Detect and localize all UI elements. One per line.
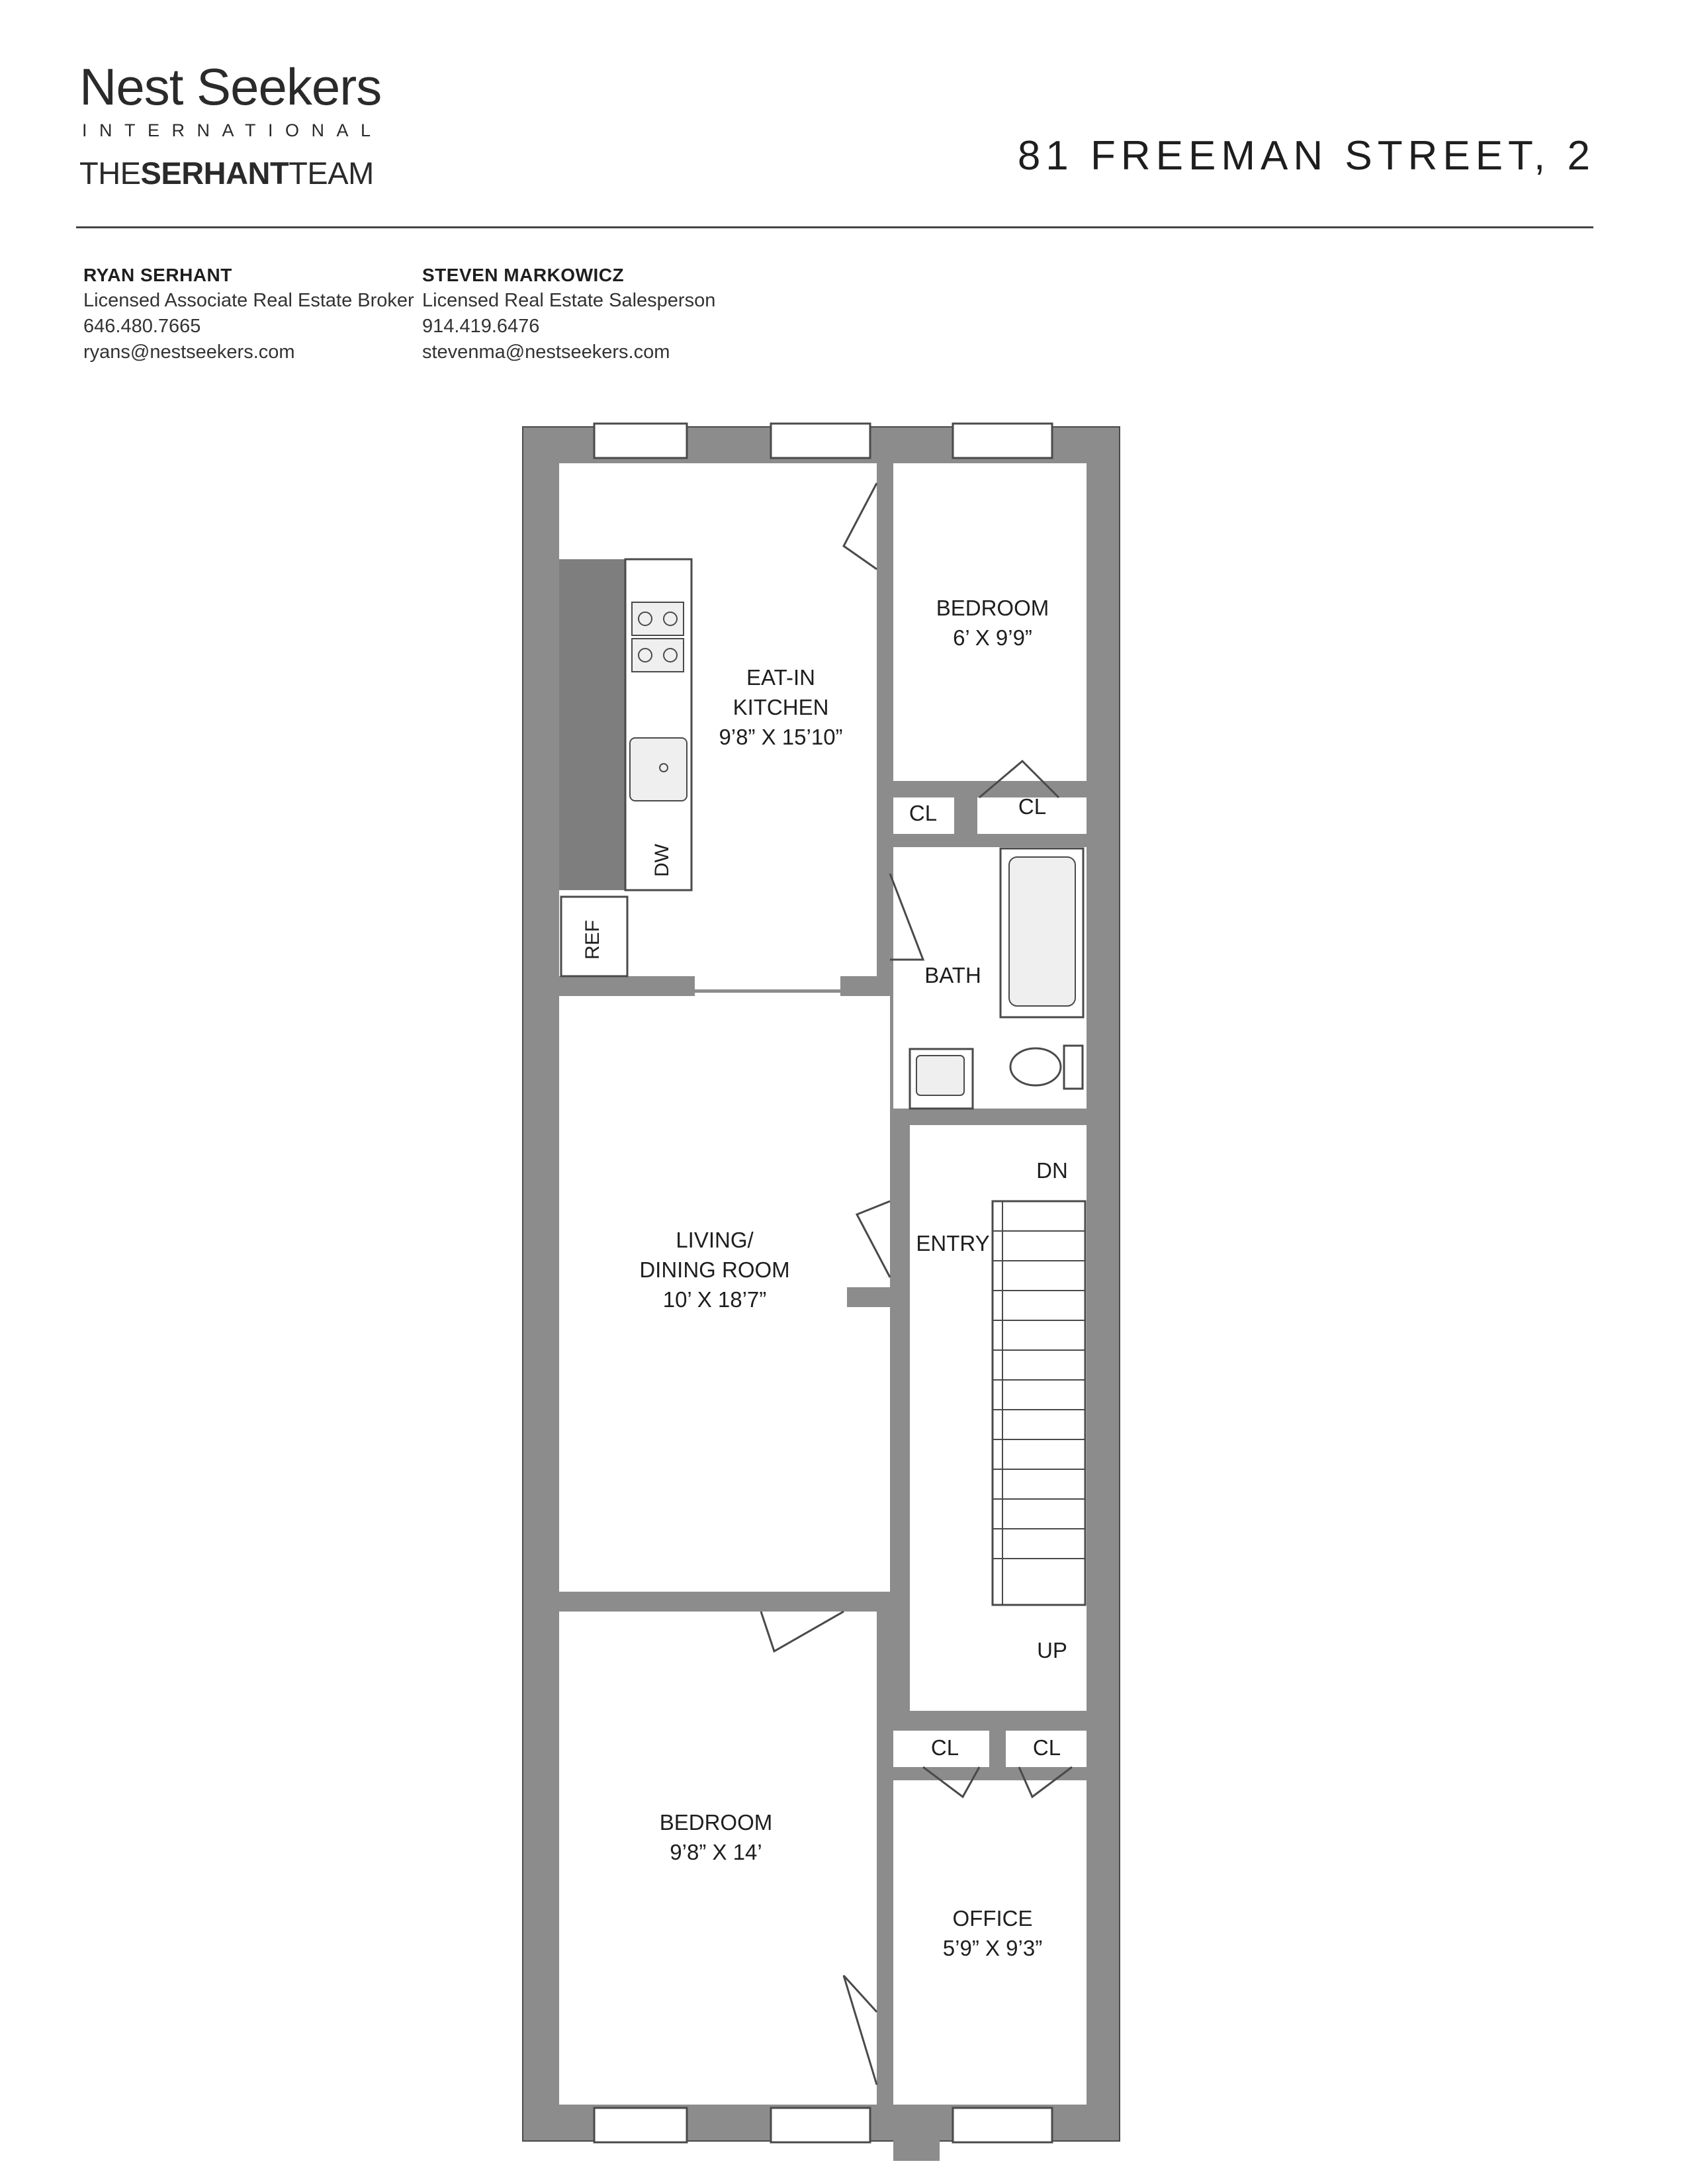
window — [771, 2108, 870, 2142]
agent-title: Licensed Real Estate Salesperson — [422, 290, 716, 311]
window — [771, 424, 870, 458]
kitchen-size: 9’8” X 15’10” — [719, 725, 843, 749]
window — [953, 424, 1052, 458]
dishwasher-label: DW — [651, 844, 673, 877]
kitchen-sink — [630, 738, 687, 801]
brand-name: Nest Seekers — [79, 58, 382, 116]
kitchen-label: KITCHEN — [733, 695, 829, 719]
toilet-tank — [1064, 1046, 1083, 1089]
office-size: 5’9” X 9’3” — [942, 1936, 1043, 1960]
staircase — [993, 1201, 1085, 1605]
agent-phone[interactable]: 646.480.7665 — [83, 316, 201, 337]
bedroom-top-size: 6’ X 9’9” — [953, 625, 1032, 650]
agent-email[interactable]: stevenma@nestseekers.com — [422, 341, 670, 363]
closet-label: CL — [1032, 1735, 1061, 1760]
stove-burners — [632, 639, 684, 672]
kitchen-wall-stub — [559, 976, 695, 996]
team-prefix: THE — [79, 156, 141, 191]
agent-email[interactable]: ryans@nestseekers.com — [83, 341, 295, 363]
stairs-up-label: UP — [1037, 1638, 1067, 1662]
agent-title: Licensed Associate Real Estate Broker — [83, 290, 414, 311]
closet-label: CL — [930, 1735, 959, 1760]
bath-label: BATH — [924, 963, 981, 987]
entry-wall-stub — [847, 1287, 893, 1307]
bedroom-bottom-size: 9’8” X 14’ — [670, 1840, 762, 1864]
closet-label: CL — [1018, 794, 1047, 819]
bedroom-top-floor — [893, 463, 1087, 781]
living-label: LIVING/ — [676, 1228, 754, 1252]
agent-name: STEVEN MARKOWICZ — [422, 265, 625, 285]
kitchen-label: EAT-IN — [746, 665, 815, 690]
team-bold: SERHANT — [140, 156, 289, 191]
office-label: OFFICE — [952, 1906, 1033, 1931]
team-suffix: TEAM — [289, 156, 374, 191]
living-size: 10’ X 18’7” — [662, 1287, 767, 1312]
window — [594, 2108, 687, 2142]
stairs-down-label: DN — [1036, 1158, 1068, 1183]
brand-subtitle: INTERNATIONAL — [82, 120, 383, 140]
entry-label: ENTRY — [916, 1231, 990, 1255]
agent-name: RYAN SERHANT — [83, 265, 232, 285]
entry-wall — [890, 1125, 910, 1711]
window — [953, 2108, 1052, 2142]
refrigerator-label: REF — [582, 920, 603, 960]
window — [594, 424, 687, 458]
agent-phone[interactable]: 914.419.6476 — [422, 316, 540, 337]
kitchen-chase — [559, 559, 625, 890]
bedroom-bottom-label: BEDROOM — [659, 1810, 773, 1835]
property-address: 81 FREEMAN STREET, 2 — [1017, 133, 1595, 179]
bathtub-basin — [1009, 857, 1075, 1006]
living-label: DINING ROOM — [639, 1257, 790, 1282]
kitchen-wall-stub-2 — [840, 976, 893, 996]
closet-label: CL — [909, 801, 938, 825]
bath-sink — [916, 1056, 964, 1095]
stove-burners — [632, 602, 684, 635]
toilet — [1010, 1048, 1061, 1085]
bedroom-top-label: BEDROOM — [936, 596, 1049, 620]
